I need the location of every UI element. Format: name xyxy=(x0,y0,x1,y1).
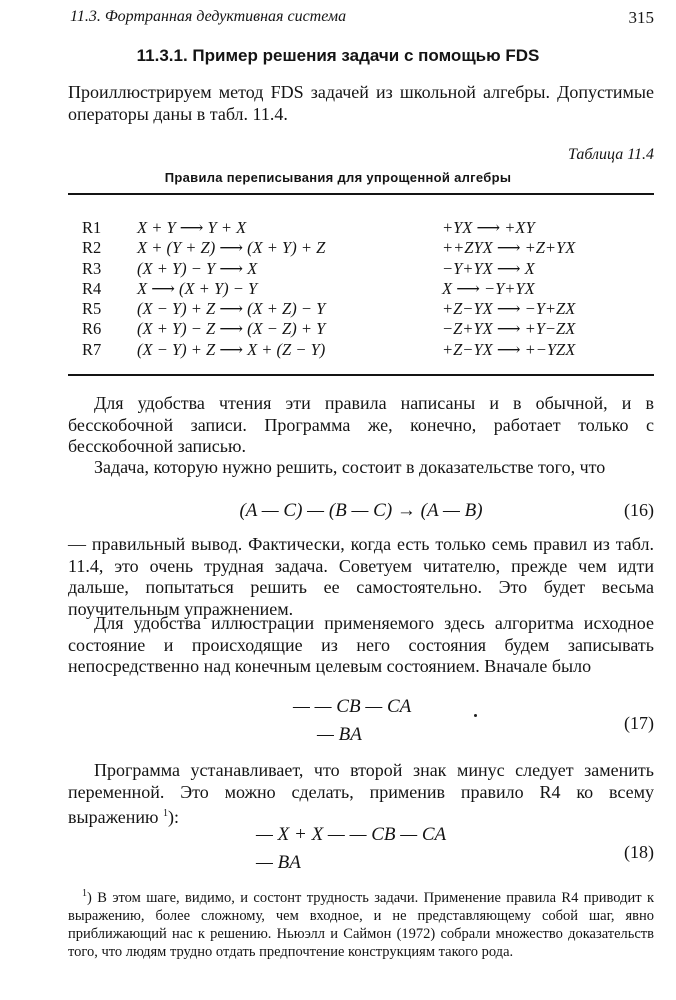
rule-ordinary: (X − Y) + Z ⟶ (X + Z) − Y xyxy=(137,299,326,319)
rule-id: R2 xyxy=(82,238,102,258)
equation-18-line-2: — BA xyxy=(256,852,301,873)
stray-dot xyxy=(474,714,477,717)
running-header xyxy=(70,8,654,32)
notation-paragraph: Для удобства чтения эти правила написаны и в обычной, и в бесскобочной записи. Программа же, конечно, работает только с бесскобочной записью. xyxy=(68,393,654,456)
difficulty-paragraph: — правильный вывод. Фактически, когда есть только семь правил из табл. 11.4, это очень трудная задача. Советуем читателю, прежде чем идти дальше, попытаться решить ее самостоятельно. Это будет весьма поучительным упражнением. xyxy=(68,534,654,619)
table-row xyxy=(82,319,642,339)
rule-prefix: +Z−YX ⟶ −Y+ZX xyxy=(442,299,576,319)
rule-prefix: X ⟶ −Y+YX xyxy=(442,278,535,298)
rule-id: R5 xyxy=(82,299,102,319)
program-paragraph-text: Программа устанавливает, что второй знак минус следует заменить переменной. Это можно сделать, применив правило R4 ко всему выражению xyxy=(68,760,654,827)
footnote-marker-close: ) xyxy=(87,889,92,906)
rule-ordinary: X + (Y + Z) ⟶ (X + Y) + Z xyxy=(137,238,326,258)
rule-ordinary: (X + Y) − Y ⟶ X xyxy=(137,258,258,278)
rule-ordinary: X ⟶ (X + Y) − Y xyxy=(137,278,258,298)
footnote xyxy=(68,885,654,961)
equation-16-number: (16) xyxy=(624,500,654,520)
rule-prefix: ++ZYX ⟶ +Z+YX xyxy=(442,238,576,258)
rule-id: R4 xyxy=(82,278,102,298)
section-title: 11.3.1. Пример решения задачи с помощью FDS xyxy=(136,46,540,65)
table-top-rule xyxy=(68,193,654,195)
rule-ordinary: X + Y ⟶ Y + X xyxy=(137,218,247,237)
program-paragraph-end: ): xyxy=(167,807,179,827)
table-row xyxy=(82,218,642,238)
rule-prefix: +Z−YX ⟶ +−YZX xyxy=(442,339,576,359)
rule-ordinary: (X − Y) + Z ⟶ X + (Z − Y) xyxy=(137,339,326,359)
rule-prefix: −Y+YX ⟶ X xyxy=(442,258,535,278)
equation-16 xyxy=(68,500,654,526)
page-number: 315 xyxy=(628,8,654,27)
table-row xyxy=(82,259,642,279)
table-bottom-rule xyxy=(68,374,654,376)
equation-17 xyxy=(293,696,411,752)
equation-18 xyxy=(256,824,446,880)
equation-17-line-1: — — CB — CA xyxy=(293,696,412,717)
rule-id: R1 xyxy=(82,218,102,237)
table-label: Таблица 11.4 xyxy=(568,146,654,163)
table-row xyxy=(82,340,642,360)
table-caption: Правила переписывания для упрощенной алгебры xyxy=(164,170,512,185)
intro-paragraph: Проиллюстрируем метод FDS задачей из школьной алгебры. Допустимые операторы даны в табл. 11.4. xyxy=(68,82,654,124)
rule-prefix: −Z+YX ⟶ +Y−ZX xyxy=(442,319,576,339)
footnote-marker: 1 xyxy=(82,888,87,899)
equation-16-expression: (A — C) — (B — C) → (A — B) xyxy=(239,500,483,521)
rule-id: R7 xyxy=(82,339,102,359)
rule-prefix: +YX ⟶ +XY xyxy=(442,218,535,237)
rule-ordinary: (X + Y) − Z ⟶ (X − Z) + Y xyxy=(137,319,326,339)
task-paragraph: Задача, которую нужно решить, состоит в доказательстве того, что xyxy=(94,457,606,477)
running-title: 11.3. Фортранная дедуктивная система xyxy=(70,8,347,25)
footnote-reference: 1 xyxy=(162,808,168,819)
table-row xyxy=(82,238,642,258)
equation-18-number: (18) xyxy=(624,842,654,862)
table-row xyxy=(82,299,642,319)
equation-17-line-2: — BA xyxy=(317,724,362,745)
footnote-text: В этом шаге, видимо, и состонт трудность задачи. Применение правила R4 приводит к выражению, более сложному, чем входное, и не представляющему собой шаг, явно приближающий нас к решению. Ньюэлл и Саймон (1972) собрали множество доказательств того, что людям трудно отдать предпочтение конструкциям такого рода. xyxy=(68,889,655,960)
rule-id: R3 xyxy=(82,258,102,278)
program-paragraph xyxy=(68,760,654,829)
equation-17-number: (17) xyxy=(624,713,654,733)
illustration-paragraph: Для удобства иллюстрации применяемого здесь алгоритма исходное состояние и происходящие из него состояния будем записывать непосредственно над конечным целевым состоянием. Вначале было xyxy=(68,613,654,676)
equation-18-line-1: — X + X — — CB — CA xyxy=(256,824,447,845)
rewrite-rules-table xyxy=(82,218,642,360)
rule-id: R6 xyxy=(82,319,102,339)
table-row xyxy=(82,279,642,299)
